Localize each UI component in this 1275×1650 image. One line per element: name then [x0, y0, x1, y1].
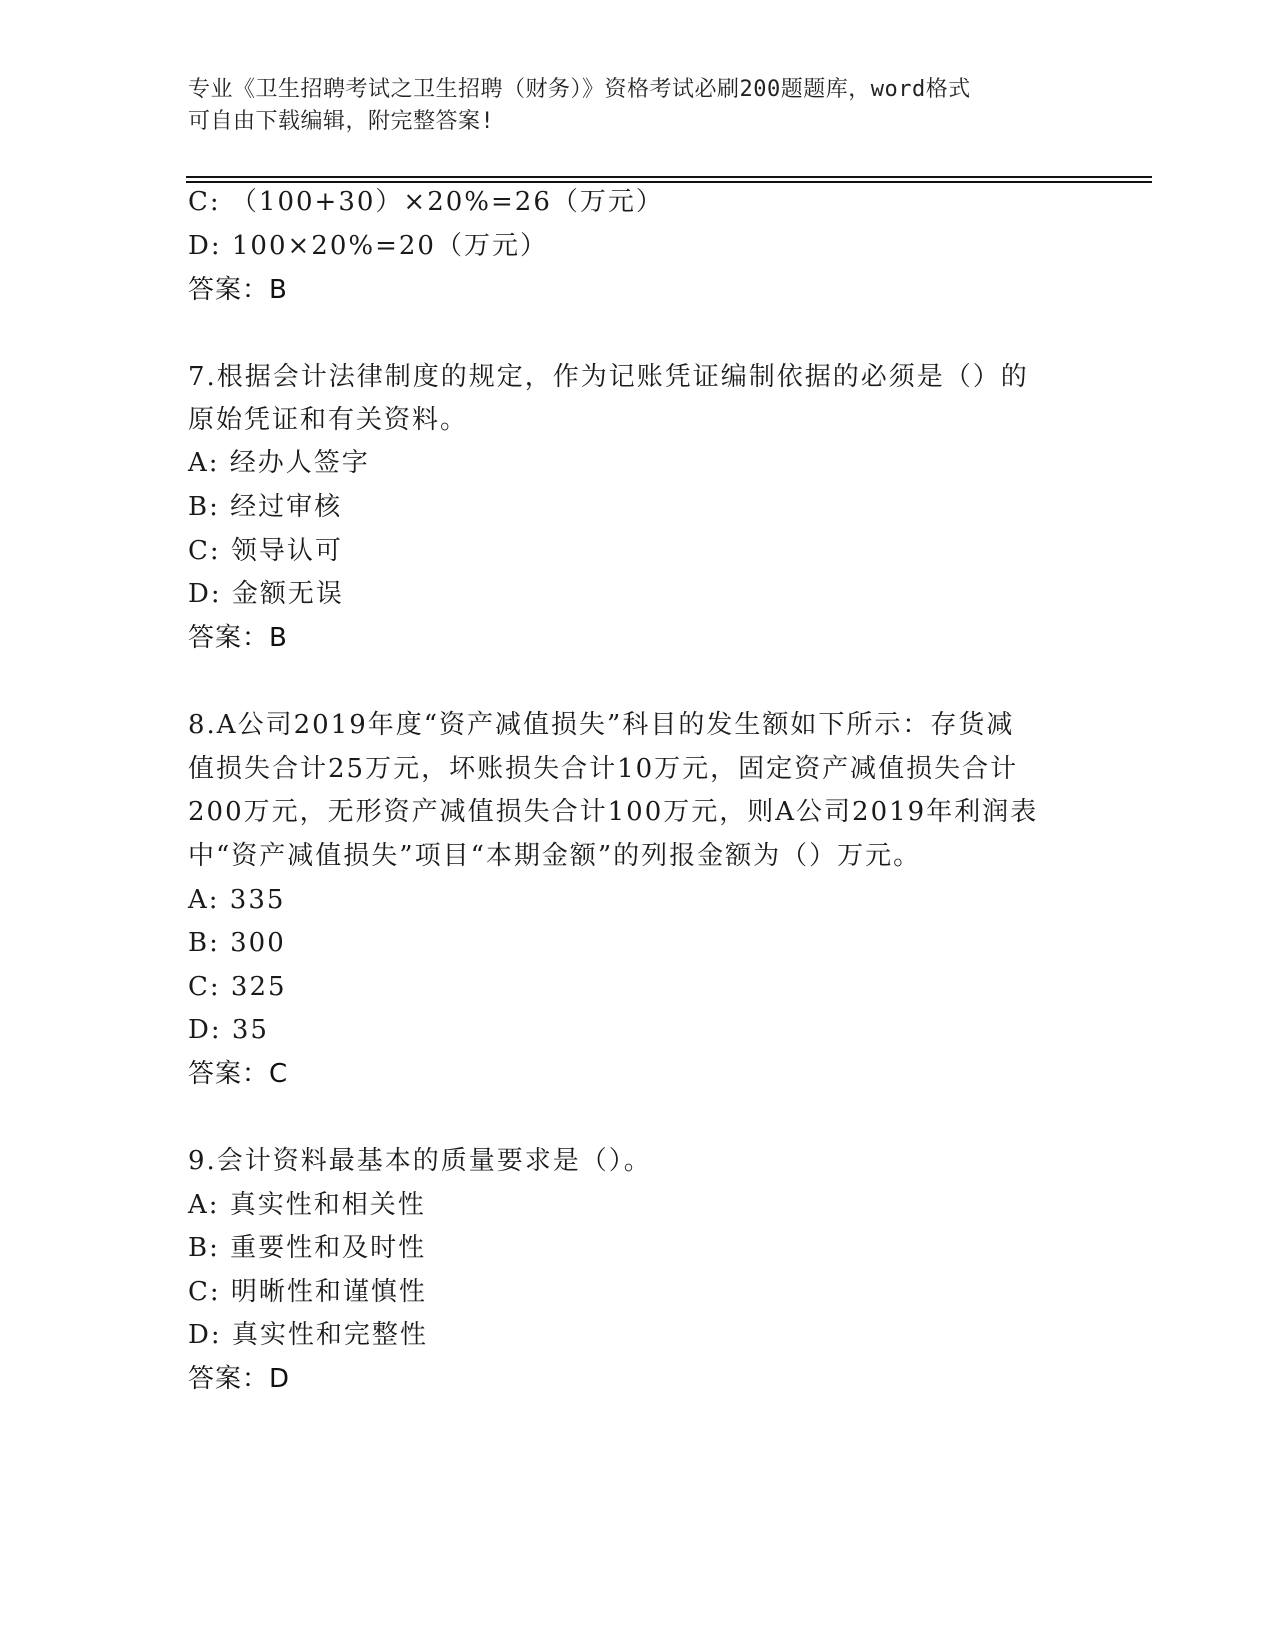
q8-stem-line-4: 中“资产减值损失”项目“本期金额”的列报金额为（）万元。: [188, 841, 922, 871]
q8-stem-line-2: 值损失合计25万元，坏账损失合计10万元，固定资产减值损失合计: [188, 754, 1019, 784]
q6-option-c: C: （100+30）×20%=26（万元）: [188, 187, 664, 217]
q9-option-b: B: 重要性和及时性: [188, 1233, 427, 1263]
q7-stem-line-2: 原始凭证和有关资料。: [188, 405, 469, 435]
header-line-1: 专业《卫生招聘考试之卫生招聘（财务）》资格考试必刷200题题库，word格式: [188, 77, 971, 102]
q7-option-c: C: 领导认可: [188, 536, 343, 566]
header-divider-bottom: [186, 181, 1152, 183]
q9-option-c: C: 明晰性和谨慎性: [188, 1277, 427, 1307]
document-header: [188, 74, 1068, 138]
q8-option-a: A: 335: [188, 885, 286, 915]
q7-option-d: D: 金额无误: [188, 579, 344, 609]
q6-option-d: D: 100×20%=20（万元）: [188, 231, 548, 261]
q7-stem-line-1: 7.根据会计法律制度的规定，作为记账凭证编制依据的必须是（）的: [188, 362, 1029, 392]
q9-answer: 答案：D: [188, 1364, 291, 1394]
q8-option-d: D: 35: [188, 1015, 269, 1045]
q7-answer: 答案：B: [188, 623, 288, 653]
q8-stem-line-1: 8.A公司2019年度“资产减值损失”科目的发生额如下所示：存货减: [188, 710, 1015, 740]
q6-answer: 答案：B: [188, 275, 288, 305]
header-line-2: 可自由下载编辑，附完整答案!: [188, 109, 495, 134]
q8-answer: 答案：C: [188, 1059, 289, 1089]
q7-option-a: A: 经办人签字: [188, 448, 370, 478]
q9-stem-line-1: 9.会计资料最基本的质量要求是（）。: [188, 1146, 652, 1176]
q9-option-a: A: 真实性和相关性: [188, 1190, 426, 1220]
q8-option-c: C: 325: [188, 972, 287, 1002]
q7-option-b: B: 经过审核: [188, 492, 343, 522]
q9-option-d: D: 真实性和完整性: [188, 1320, 428, 1350]
q8-stem-line-3: 200万元，无形资产减值损失合计100万元，则A公司2019年利润表: [188, 797, 1039, 827]
header-divider-top: [186, 176, 1152, 178]
q8-option-b: B: 300: [188, 928, 286, 958]
